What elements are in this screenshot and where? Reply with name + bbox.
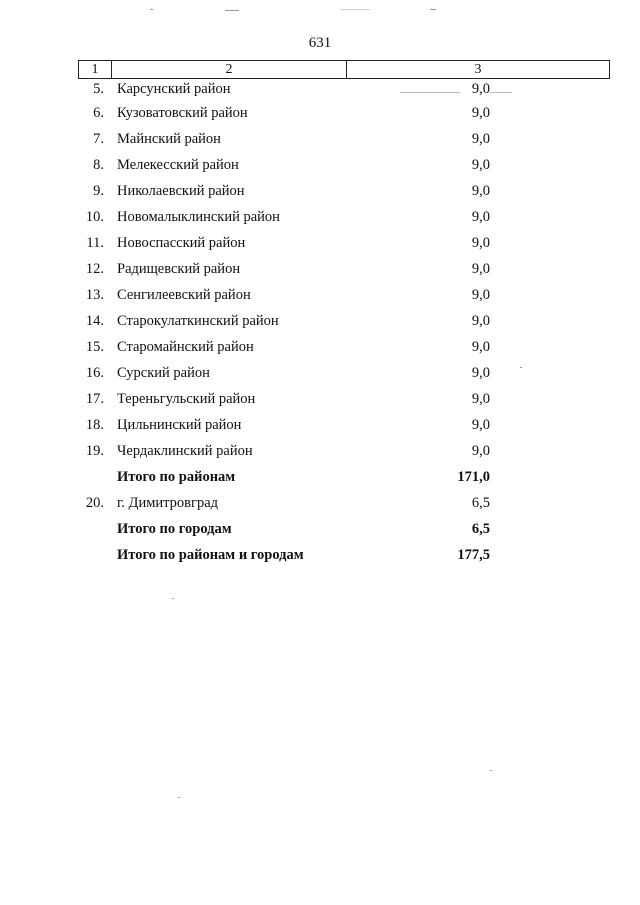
district-name: Цильнинский район (117, 417, 242, 433)
row-value: 9,0 (471, 157, 490, 173)
row-value: 9,0 (471, 235, 490, 251)
table-row (0, 178, 640, 204)
grand-total-label: Итого по районам и городам (117, 547, 304, 563)
table-row (0, 360, 640, 386)
district-name: Старокулаткинский район (117, 313, 279, 329)
row-number: 13. (85, 287, 104, 303)
districts-total-row (0, 464, 640, 490)
row-number: 17. (85, 391, 104, 407)
districts-total-value: 171,0 (457, 469, 490, 485)
table-row (0, 256, 640, 282)
row-number: 14. (85, 313, 104, 329)
city-row (0, 490, 640, 516)
row-number: 11. (86, 235, 104, 251)
table-row (0, 334, 640, 360)
district-name: Чердаклинский район (117, 443, 253, 459)
column-header-3: 3 (474, 62, 482, 77)
column-header-1: 1 (79, 61, 112, 78)
district-name: Старомайнский район (117, 339, 254, 355)
city-name: г. Димитровград (117, 495, 219, 511)
table-row (0, 308, 640, 334)
table-row (0, 230, 640, 256)
row-number: 15. (85, 339, 104, 355)
row-number: 20. (85, 495, 104, 511)
row-number: 18. (85, 417, 104, 433)
district-name: Новоспасский район (117, 235, 246, 251)
row-value: 6,5 (471, 495, 490, 511)
row-value: 9,0 (471, 183, 490, 199)
district-name: Радищевский район (117, 261, 241, 277)
table-row (0, 126, 640, 152)
table-row (0, 152, 640, 178)
table-row (0, 282, 640, 308)
table-row (0, 78, 640, 100)
row-value: 9,0 (471, 131, 490, 147)
district-name: Новомалыклинский район (117, 209, 280, 225)
row-number: 12. (85, 261, 104, 277)
district-name: Сенгилеевский район (117, 287, 251, 303)
page-number: 631 (308, 35, 332, 51)
district-name: Николаевский район (117, 183, 245, 199)
row-number: 10. (85, 209, 104, 225)
cities-total-label: Итого по городам (117, 521, 232, 537)
column-header-2: 2 (112, 61, 347, 78)
table-body (0, 78, 640, 568)
cities-total-row (0, 516, 640, 542)
row-value: 9,0 (471, 81, 490, 97)
row-value: 9,0 (471, 287, 490, 303)
row-value: 9,0 (471, 391, 490, 407)
row-number: 9. (93, 183, 104, 199)
table-row (0, 412, 640, 438)
row-value: 9,0 (471, 261, 490, 277)
district-name: Тереньгульский район (117, 391, 256, 407)
row-value: 9,0 (471, 443, 490, 459)
row-value: 9,0 (471, 365, 490, 381)
cities-total-value: 6,5 (471, 521, 490, 537)
row-number: 6. (93, 105, 104, 121)
row-value: 9,0 (471, 313, 490, 329)
table-row (0, 204, 640, 230)
row-number: 16. (85, 365, 104, 381)
row-number: 7. (93, 131, 104, 147)
table-row (0, 386, 640, 412)
table-row (0, 100, 640, 126)
row-value: 9,0 (471, 339, 490, 355)
grand-total-row (0, 542, 640, 568)
row-number: 8. (93, 157, 104, 173)
district-name: Карсунский район (117, 81, 231, 97)
district-name: Кузоватовский район (117, 105, 248, 121)
row-value: 9,0 (471, 105, 490, 121)
row-value: 9,0 (471, 417, 490, 433)
district-name: Майнский район (117, 131, 221, 147)
grand-total-value: 177,5 (457, 547, 490, 563)
row-value: 9,0 (471, 209, 490, 225)
table-row (0, 438, 640, 464)
district-name: Мелекесский район (117, 157, 239, 173)
row-number: 19. (85, 443, 104, 459)
row-number: 5. (93, 81, 104, 97)
table-header-row (78, 60, 610, 79)
districts-total-label: Итого по районам (117, 469, 236, 485)
district-name: Сурский район (117, 365, 210, 381)
